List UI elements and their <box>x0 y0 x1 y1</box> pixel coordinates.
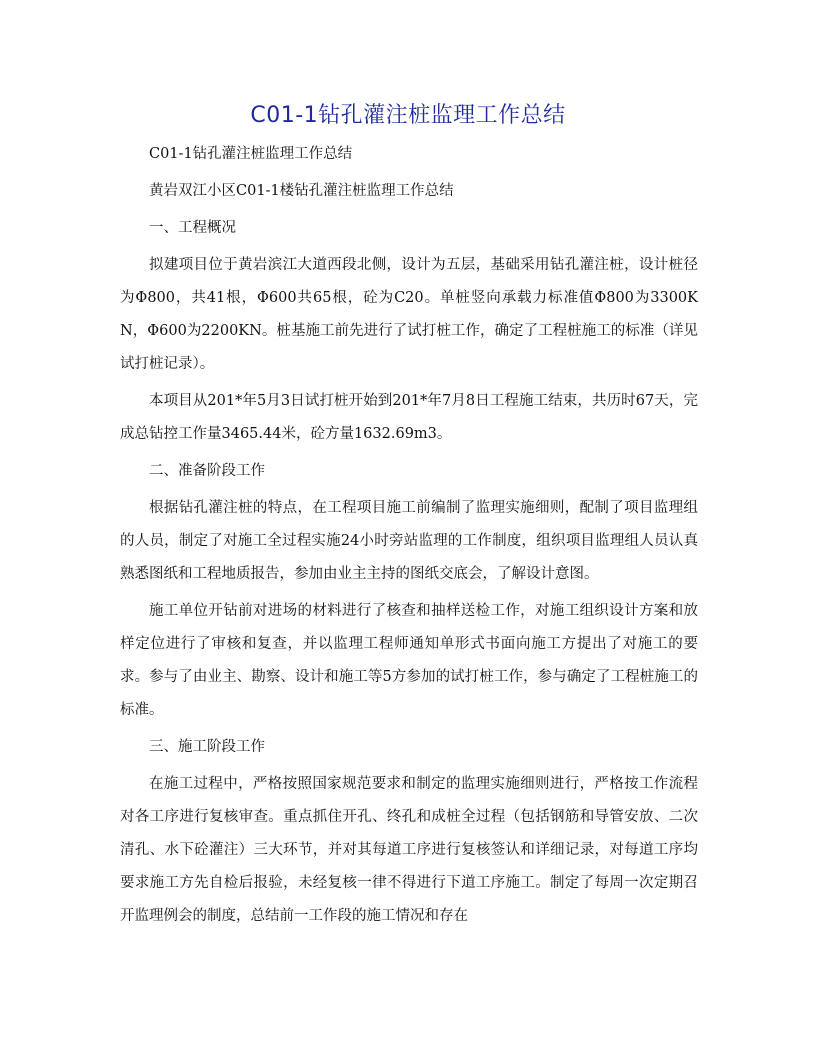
document-title: C01-1钻孔灌注桩监理工作总结 <box>250 103 566 128</box>
section-heading-overview: 一、工程概况 <box>149 220 236 236</box>
schedule-paragraph: 本项目从201*年5月3日试打桩开始到201*年7月8日工程施工结束，共历时67天，完成总钻控工作量3465.44米，砼方量1632.69m3。 <box>120 393 698 442</box>
preparation-paragraph-2: 施工单位开钻前对进场的材料进行了核查和抽样送检工作，对施工组织设计方案和放样定位进行了审核和复查，并以监理工程师通知单形式书面向施工方提出了对施工的要求。参与了由业主、勘察、设计和施工等5方参加的试打桩工作，参与确定了工程桩施工的标准。 <box>120 603 698 718</box>
section-heading-preparation: 二、准备阶段工作 <box>149 463 265 479</box>
section-heading-construction: 三、施工阶段工作 <box>149 739 265 755</box>
document-body <box>120 138 698 937</box>
preparation-paragraph-1: 根据钻孔灌注桩的特点，在工程项目施工前编制了监理实施细则，配制了项目监理组的人员，制定了对施工全过程实施24小时旁站监理的工作制度，组织项目监理组人员认真熟悉图纸和工程地质报告，参加由业主主持的图纸交底会，了解设计意图。 <box>120 500 698 582</box>
project-title-paragraph: 黄岩双江小区C01-1楼钻孔灌注桩监理工作总结 <box>149 183 454 199</box>
overview-paragraph: 拟建项目位于黄岩滨江大道西段北侧，设计为五层，基础采用钻孔灌注桩，设计桩径为Φ800，共41根，Φ600共65根，砼为C20。单桩竖向承载力标准值Φ800为3300KN，Φ600为2200KN。桩基施工前先进行了试打桩工作，确定了工程桩施工的标准（详见试打桩记录）。 <box>120 257 698 372</box>
construction-paragraph: 在施工过程中，严格按照国家规范要求和制定的监理实施细则进行，严格按工作流程对各工序进行复核审查。重点抓住开孔、终孔和成桩全过程（包括钢筋和导管安放、二次清孔、水下砼灌注）三大环节，并对其每道工序进行复核签认和详细记录，对每道工序均要求施工方先自检后报验，未经复核一律不得进行下道工序施工。制定了每周一次定期召开监理例会的制度，总结前一工作段的施工情况和存在 <box>120 776 698 924</box>
subtitle-paragraph: C01-1钻孔灌注桩监理工作总结 <box>149 146 353 162</box>
